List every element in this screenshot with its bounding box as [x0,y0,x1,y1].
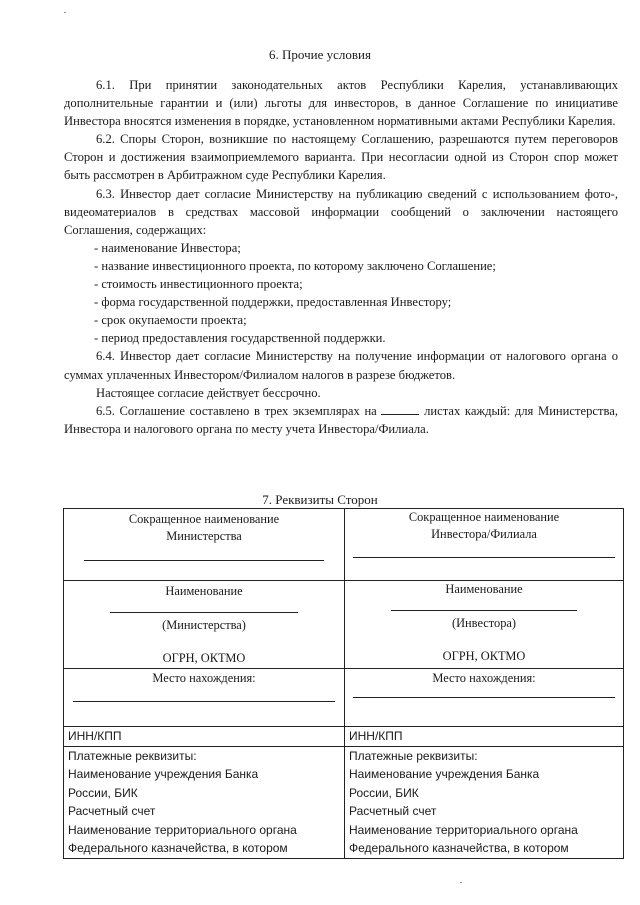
ministry-name-label: Наименование [165,584,243,598]
investor-name-line [391,610,577,611]
ministry-payment-line: России, БИК [68,785,138,800]
table-row [64,581,624,669]
investor-payment-line: Федерального казначейства, в котором [349,841,569,855]
section-6-body [64,76,618,438]
table-row [64,727,624,747]
scan-speck [64,12,66,13]
paragraph-6-5-end: листах каждый: для Министерства, Инвестора и налогового органа по месту учета Инвестора/Филиала. [64,403,618,436]
paragraph-consent: Настоящее согласие действует бессрочно. [96,385,321,400]
investor-name-cell [345,581,624,669]
table-row [64,509,624,581]
investor-payment-cell [345,746,624,858]
paragraph-6-2: 6.2. Споры Сторон, возникшие по настоящему Соглашению, разрешаются путем переговоров Сторон и достижения взаимоприемлемого варианта. При несогласии одной из Сторон спор может быть рассмотрен в Арбитражном суде Республики Карелия. [64,132,618,183]
ministry-payment-line: Расчетный счет [68,804,156,818]
investor-short-name-cell [345,509,624,581]
ministry-payment-line: Федерального казначейства, в котором [68,841,288,855]
investor-payment-line: Наименование территориального органа [349,822,578,837]
investor-location-cell [345,669,624,727]
investor-short-name-label-2: Инвестора/Филиала [431,527,537,541]
paragraph-6-3: 6.3. Инвестор дает согласие Министерству на публикацию сведений с использованием фото-, видеоматериалов в средствах массовой информации сообщений о заключении настоящего Соглашения, содержащих: [64,186,618,237]
investor-payment-line: Наименование учреждения Банка [349,767,540,781]
ministry-location-cell [64,669,345,727]
investor-name-label: Наименование [445,582,523,596]
ministry-payment-line: Платежные реквизиты: [68,748,197,763]
investor-short-name-line [353,557,615,558]
list-item: - форма государственной поддержки, предоставленная Инвестору; [94,295,452,310]
scan-speck [460,882,462,883]
ministry-payment-line: Наименование территориального органа [68,822,297,837]
list-item: - срок окупаемости проекта; [94,313,247,328]
table-row [64,669,624,727]
section-6-title: 6. Прочие условия [269,47,371,62]
ministry-short-name-cell [64,509,345,581]
paragraph-6-4: 6.4. Инвестор дает согласие Министерству на получение информации от налогового органа о суммах уплаченных Инвестором/Филиалом налогов в разрезе бюджетов. [64,349,618,382]
requisites-table [63,508,624,859]
investor-payment-line: России, БИК [349,785,419,800]
investor-payment-line: Платежные реквизиты: [349,748,478,763]
ministry-ogrn: ОГРН, ОКТМО [162,651,246,665]
investor-name-sub: (Инвестора) [451,616,517,630]
paragraph-6-1: 6.1. При принятии законодательных актов Республики Карелия, устанавливающих дополнительные гарантии и (или) льготы для инвесторов, в данное Соглашение по инициативе Инвестора вносятся изменения в порядке, установленном нормативными актами Республики Карелия. [64,78,618,129]
list-item: - наименование Инвестора; [94,240,241,255]
ministry-short-name-label-2: Министерства [166,529,242,543]
ministry-payment-line: Наименование учреждения Банка [68,767,259,781]
investor-location-line [353,697,615,698]
ministry-short-name-line [84,560,324,561]
investor-location-label: Место нахождения: [432,671,536,685]
ministry-inn-cell: ИНН/КПП [64,727,345,747]
ministry-name-sub: (Министерства) [162,618,246,632]
list-item: - стоимость инвестиционного проекта; [94,277,303,292]
ministry-location-line [73,701,335,702]
ministry-name-cell [64,581,345,669]
investor-inn-cell: ИНН/КПП [345,727,624,747]
ministry-short-name-label-1: Сокращенное наименование [128,512,280,526]
investor-ogrn: ОГРН, ОКТМО [442,649,526,663]
investor-short-name-label-1: Сокращенное наименование [408,510,560,524]
paragraph-6-5-start: 6.5. Соглашение составлено в трех экземплярах на [96,403,377,418]
ministry-name-line [110,612,298,613]
ministry-location-label: Место нахождения: [152,671,256,685]
section-7-title: 7. Реквизиты Сторон [262,492,378,507]
table-row [64,746,624,858]
paragraph-6-5 [64,402,618,438]
ministry-payment-cell [64,746,345,858]
list-item: - название инвестиционного проекта, по которому заключено Соглашение; [94,258,496,273]
list-item: - период предоставления государственной поддержки. [94,331,386,346]
sheets-count-blank [381,403,419,415]
investor-payment-line: Расчетный счет [349,804,437,818]
